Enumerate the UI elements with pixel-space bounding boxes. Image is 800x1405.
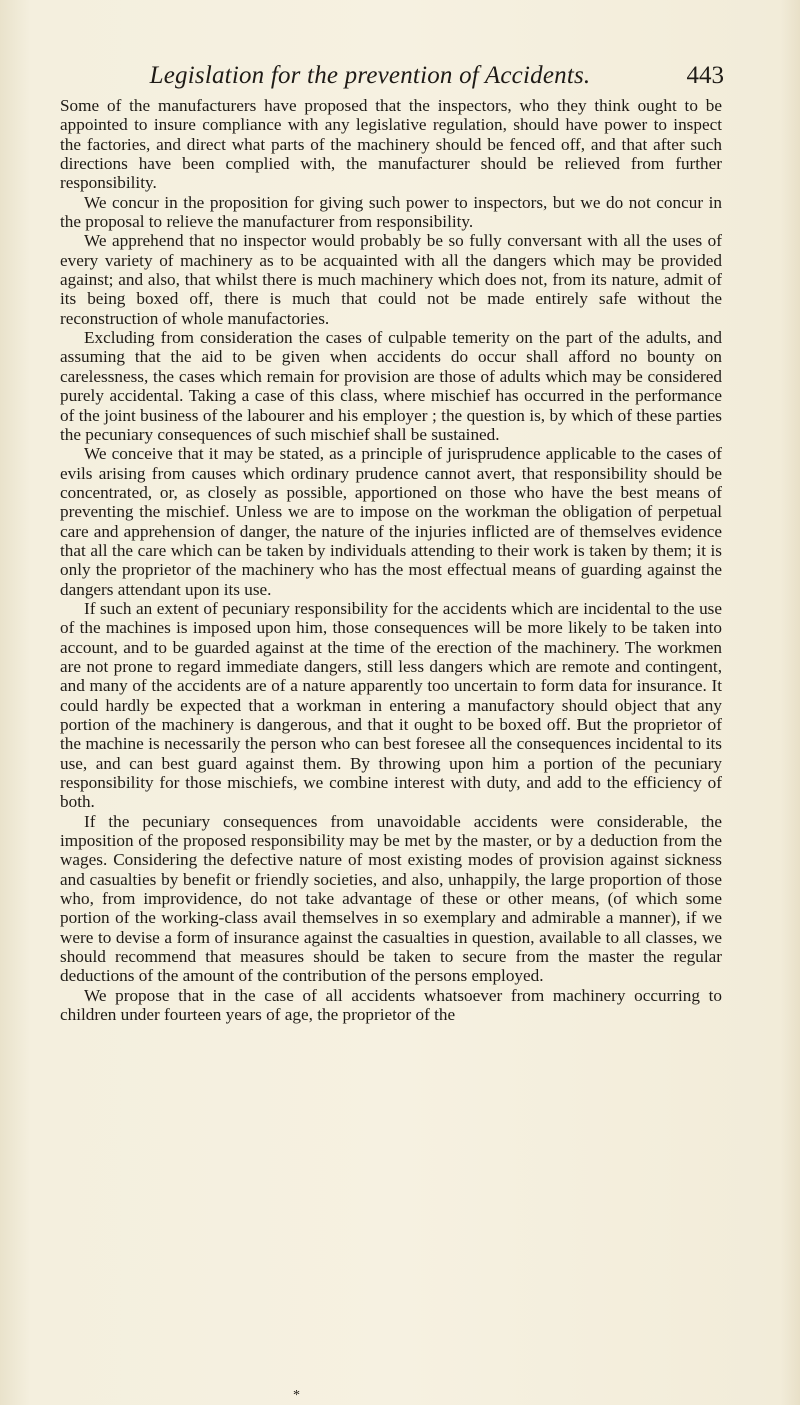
paragraph-excluding-temerity: Excluding from consideration the cases of culpable temerity on the part of the adults, and assuming that the aid to be given when accidents do occur shall afford no bounty on carelessness, the cases which remain for provision are those of adults which may be considered purely accidental. Taking a case of this class, where mischief has occurred in the performance of the joint business of the labourer and his employer ; the question is, by which of these parties the pecuniary consequences of such mischief shall be sustained. (60, 328, 722, 444)
paragraph-children-proposal: We propose that in the case of all accidents whatsoever from machinery occurring to children under fourteen years of age, the proprietor of the (60, 985, 722, 1025)
page-number: 443 (686, 62, 724, 89)
running-head-title: Legislation for the prevention of Accidents. (149, 62, 591, 89)
paragraph-concur-proposition: We concur in the proposition for giving such power to inspectors, but we do not concur in the proposal to relieve the manufacturer from responsibility. (60, 192, 722, 232)
paragraph-apprehend-inspector: We apprehend that no inspector would probably be so fully conversant with all the uses of every variety of machinery as to be acquainted with all the dangers which may be provided against; and also, that whilst there is much machinery which does not, from its nature, admit of its being boxed off, there is much that could not be made entirely safe without the reconstruction of whole manufactories. (60, 231, 722, 328)
body-text (60, 96, 722, 1025)
paragraph-pecuniary-responsibility: If such an extent of pecuniary responsibility for the accidents which are incidental to the use of the machines is imposed upon him, those consequences will be more likely to be taken into account, and to be guarded against at the time of the erection of the machinery. The workmen are not prone to regard immediate dangers, still less dangers which are remote and contingent, and many of the accidents are of a nature apparently too uncertain to form data for insurance. It could hardly be expected that a workman in entering a manufactory should object that any portion of the machinery is dangerous, and that it ought to be boxed off. But the proprietor of the machine is necessarily the person who can best foresee all the consequences incidental to its use, and can best guard against them. By throwing upon him a portion of the pecuniary responsibility for those mischiefs, we combine interest with duty, and add to the efficiency of both. (60, 598, 722, 812)
signature-mark: * (293, 1388, 300, 1403)
paragraph-inspectors-proposal: Some of the manufacturers have proposed that the inspectors, who they think ought to be appointed to insure compliance with any legislative regulation, should have power to inspect the factories, and direct what parts of the machinery should be fenced off, and that after such directions have been complied with, the manufacturer should be relieved from further responsibility. (60, 96, 722, 193)
paragraph-unavoidable-accidents: If the pecuniary consequences from unavoidable accidents were considerable, the imposition of the proposed responsibility may be met by the master, or by a deduction from the wages. Considering the defective nature of most existing modes of provision against sickness and casualties by benefit or friendly societies, and also, unhappily, the large proportion of those who, from improvidence, do not take advantage of these or other means, (of which some portion of the working-class avail themselves in so exemplary and admirable a manner), if we were to devise a form of insurance against the casualties in question, available to all classes, we should recommend that measures should be taken to secure from the master the regular deductions of the amount of the contribution of the persons employed. (60, 811, 722, 986)
paragraph-jurisprudence-principle: We conceive that it may be stated, as a principle of jurisprudence applicable to the cases of evils arising from causes which ordinary prudence cannot avert, that responsibility should be concentrated, or, as closely as possible, apportioned on those who have the best means of preventing the mischief. Unless we are to impose on the workman the obligation of perpetual care and apprehension of danger, the nature of the injuries inflicted are of themselves evidence that all the care which can be taken by individuals attending to their work is taken by them; it is only the proprietor of the machinery who has the most effectual means of guarding against the dangers attendant upon its use. (60, 444, 722, 599)
